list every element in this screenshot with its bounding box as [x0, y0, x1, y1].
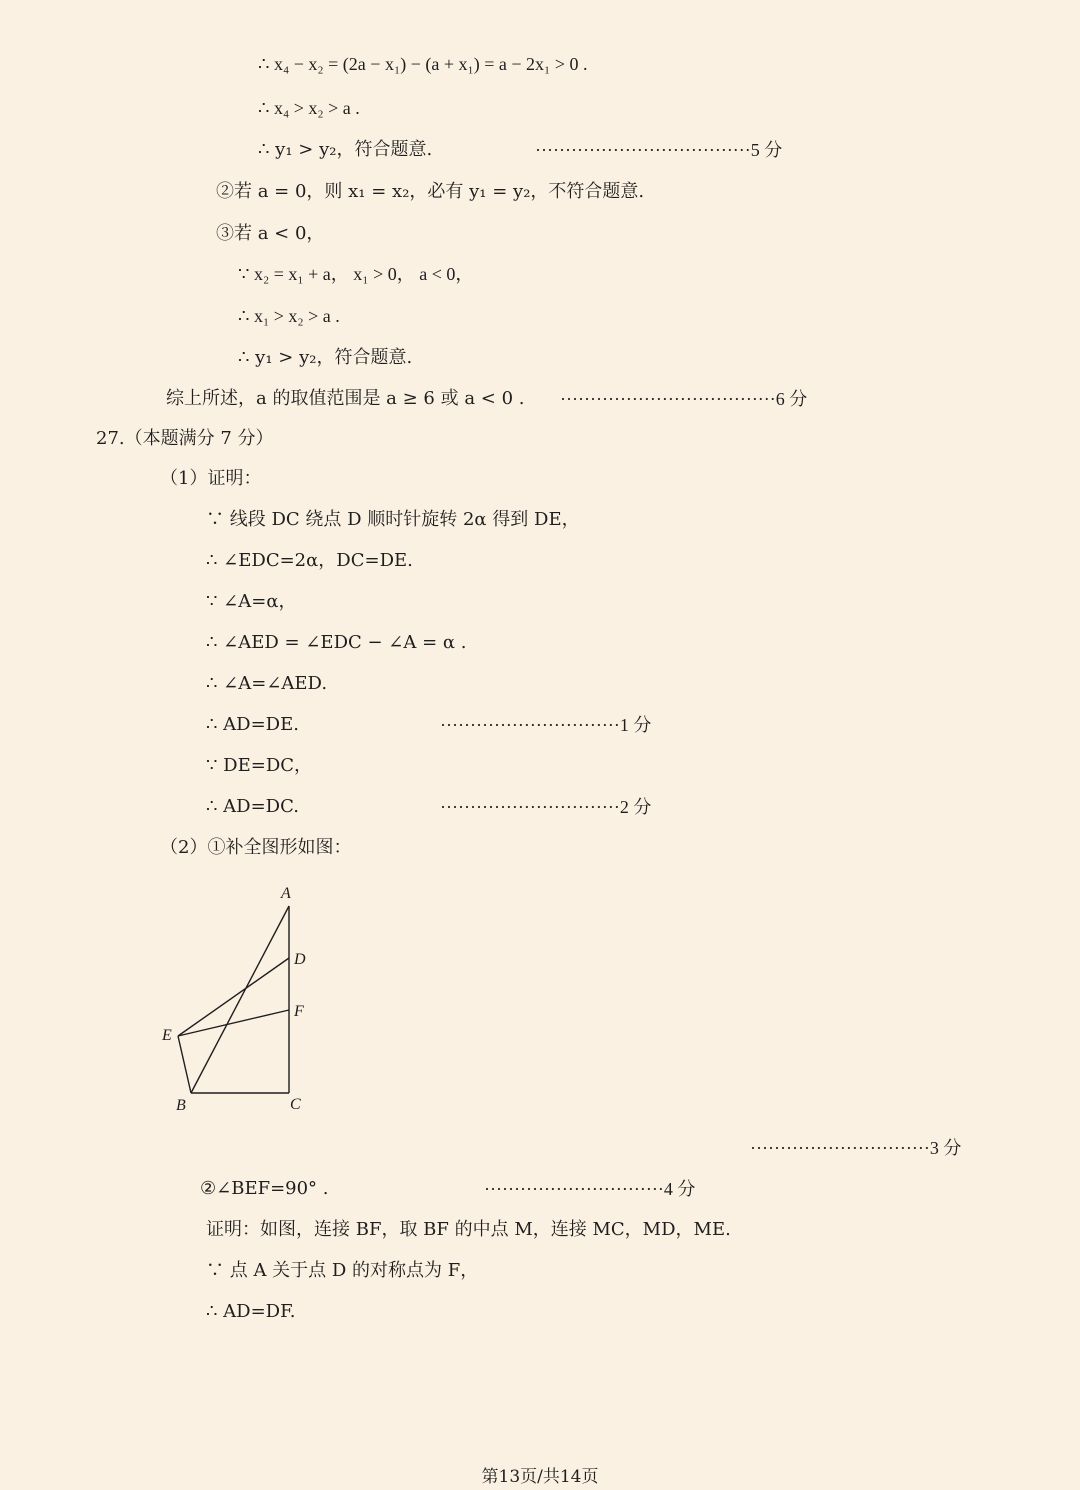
label-a: A — [281, 885, 291, 902]
proof-symmetric-point: ∵ 点 A 关于点 D 的对称点为 F， — [206, 1260, 479, 1281]
score-6: ····································6 分 — [560, 389, 808, 409]
geometry-figure — [150, 876, 330, 1126]
conclusion-range: 综上所述，a 的取值范围是 a ≥ 6 或 a < 0 . — [166, 388, 525, 409]
proof-step-de-dc: ∵ DE=DC， — [206, 755, 313, 776]
label-f: F — [294, 1003, 304, 1020]
proof-step-angle-edc: ∴ ∠EDC=2α，DC=DE. — [206, 550, 413, 571]
question-27-heading: 27.（本题满分 7 分） — [96, 428, 274, 449]
part-2-figure-caption: （2）①补全图形如图： — [160, 837, 352, 858]
segment-ed — [178, 958, 289, 1036]
step-x4-gt-x2: ∴ x₄ > x₂ > a . — [258, 98, 360, 118]
case-a-eq-0: ②若 a = 0，则 x₁ = x₂，必有 y₁ = y₂，不符合题意. — [216, 181, 645, 202]
proof-step-angles-equal: ∴ ∠A=∠AED. — [206, 673, 328, 694]
proof-step-ad-dc: ∴ AD=DC. — [206, 796, 299, 817]
segment-ab — [191, 906, 289, 1093]
proof-connect-bf: 证明：如图，连接 BF，取 BF 的中点 M，连接 MC，MD，ME. — [206, 1219, 731, 1240]
score-3: ······························3 分 — [750, 1138, 962, 1158]
proof-step-angle-a: ∵ ∠A=α， — [206, 591, 297, 612]
step-y1-gt-y2-b: ∴ y₁ > y₂，符合题意. — [238, 347, 413, 368]
proof-step-ad-de: ∴ AD=DE. — [206, 714, 299, 735]
label-d: D — [294, 951, 306, 968]
page-number: 第13页/共14页 — [481, 1467, 599, 1487]
step-x1-gt-x2: ∴ x₁ > x₂ > a . — [238, 306, 340, 326]
score-4: ······························4 分 — [484, 1179, 696, 1199]
segment-ef — [178, 1010, 289, 1036]
label-b: B — [176, 1097, 186, 1114]
case-a-lt-0: ③若 a < 0， — [216, 223, 325, 244]
score-2: ······························2 分 — [440, 797, 652, 817]
score-1: ······························1 分 — [440, 715, 652, 735]
part-2-answer: ②∠BEF=90° . — [200, 1178, 329, 1199]
proof-step-angle-aed: ∴ ∠AED = ∠EDC − ∠A = α . — [206, 632, 467, 653]
label-c: C — [290, 1096, 301, 1113]
score-5: ····································5 分 — [535, 140, 783, 160]
proof-step-rotation: ∵ 线段 DC 绕点 D 顺时针旋转 2α 得到 DE， — [206, 509, 580, 530]
proof-ad-df: ∴ AD=DF. — [206, 1301, 296, 1322]
label-e: E — [162, 1027, 172, 1044]
step-y1-gt-y2-a: ∴ y₁ > y₂，符合题意. — [258, 139, 433, 160]
step-because-x2: ∵ x₂ = x₁ + a， x₁ > 0， a < 0， — [238, 264, 474, 284]
segment-eb — [178, 1036, 191, 1093]
step-x4-minus-x2: ∴ x₄ − x₂ = (2a − x₁) − (a + x₁) = a − 2x₁ > 0 . — [258, 54, 588, 74]
part-1-proof: （1）证明： — [160, 468, 262, 489]
